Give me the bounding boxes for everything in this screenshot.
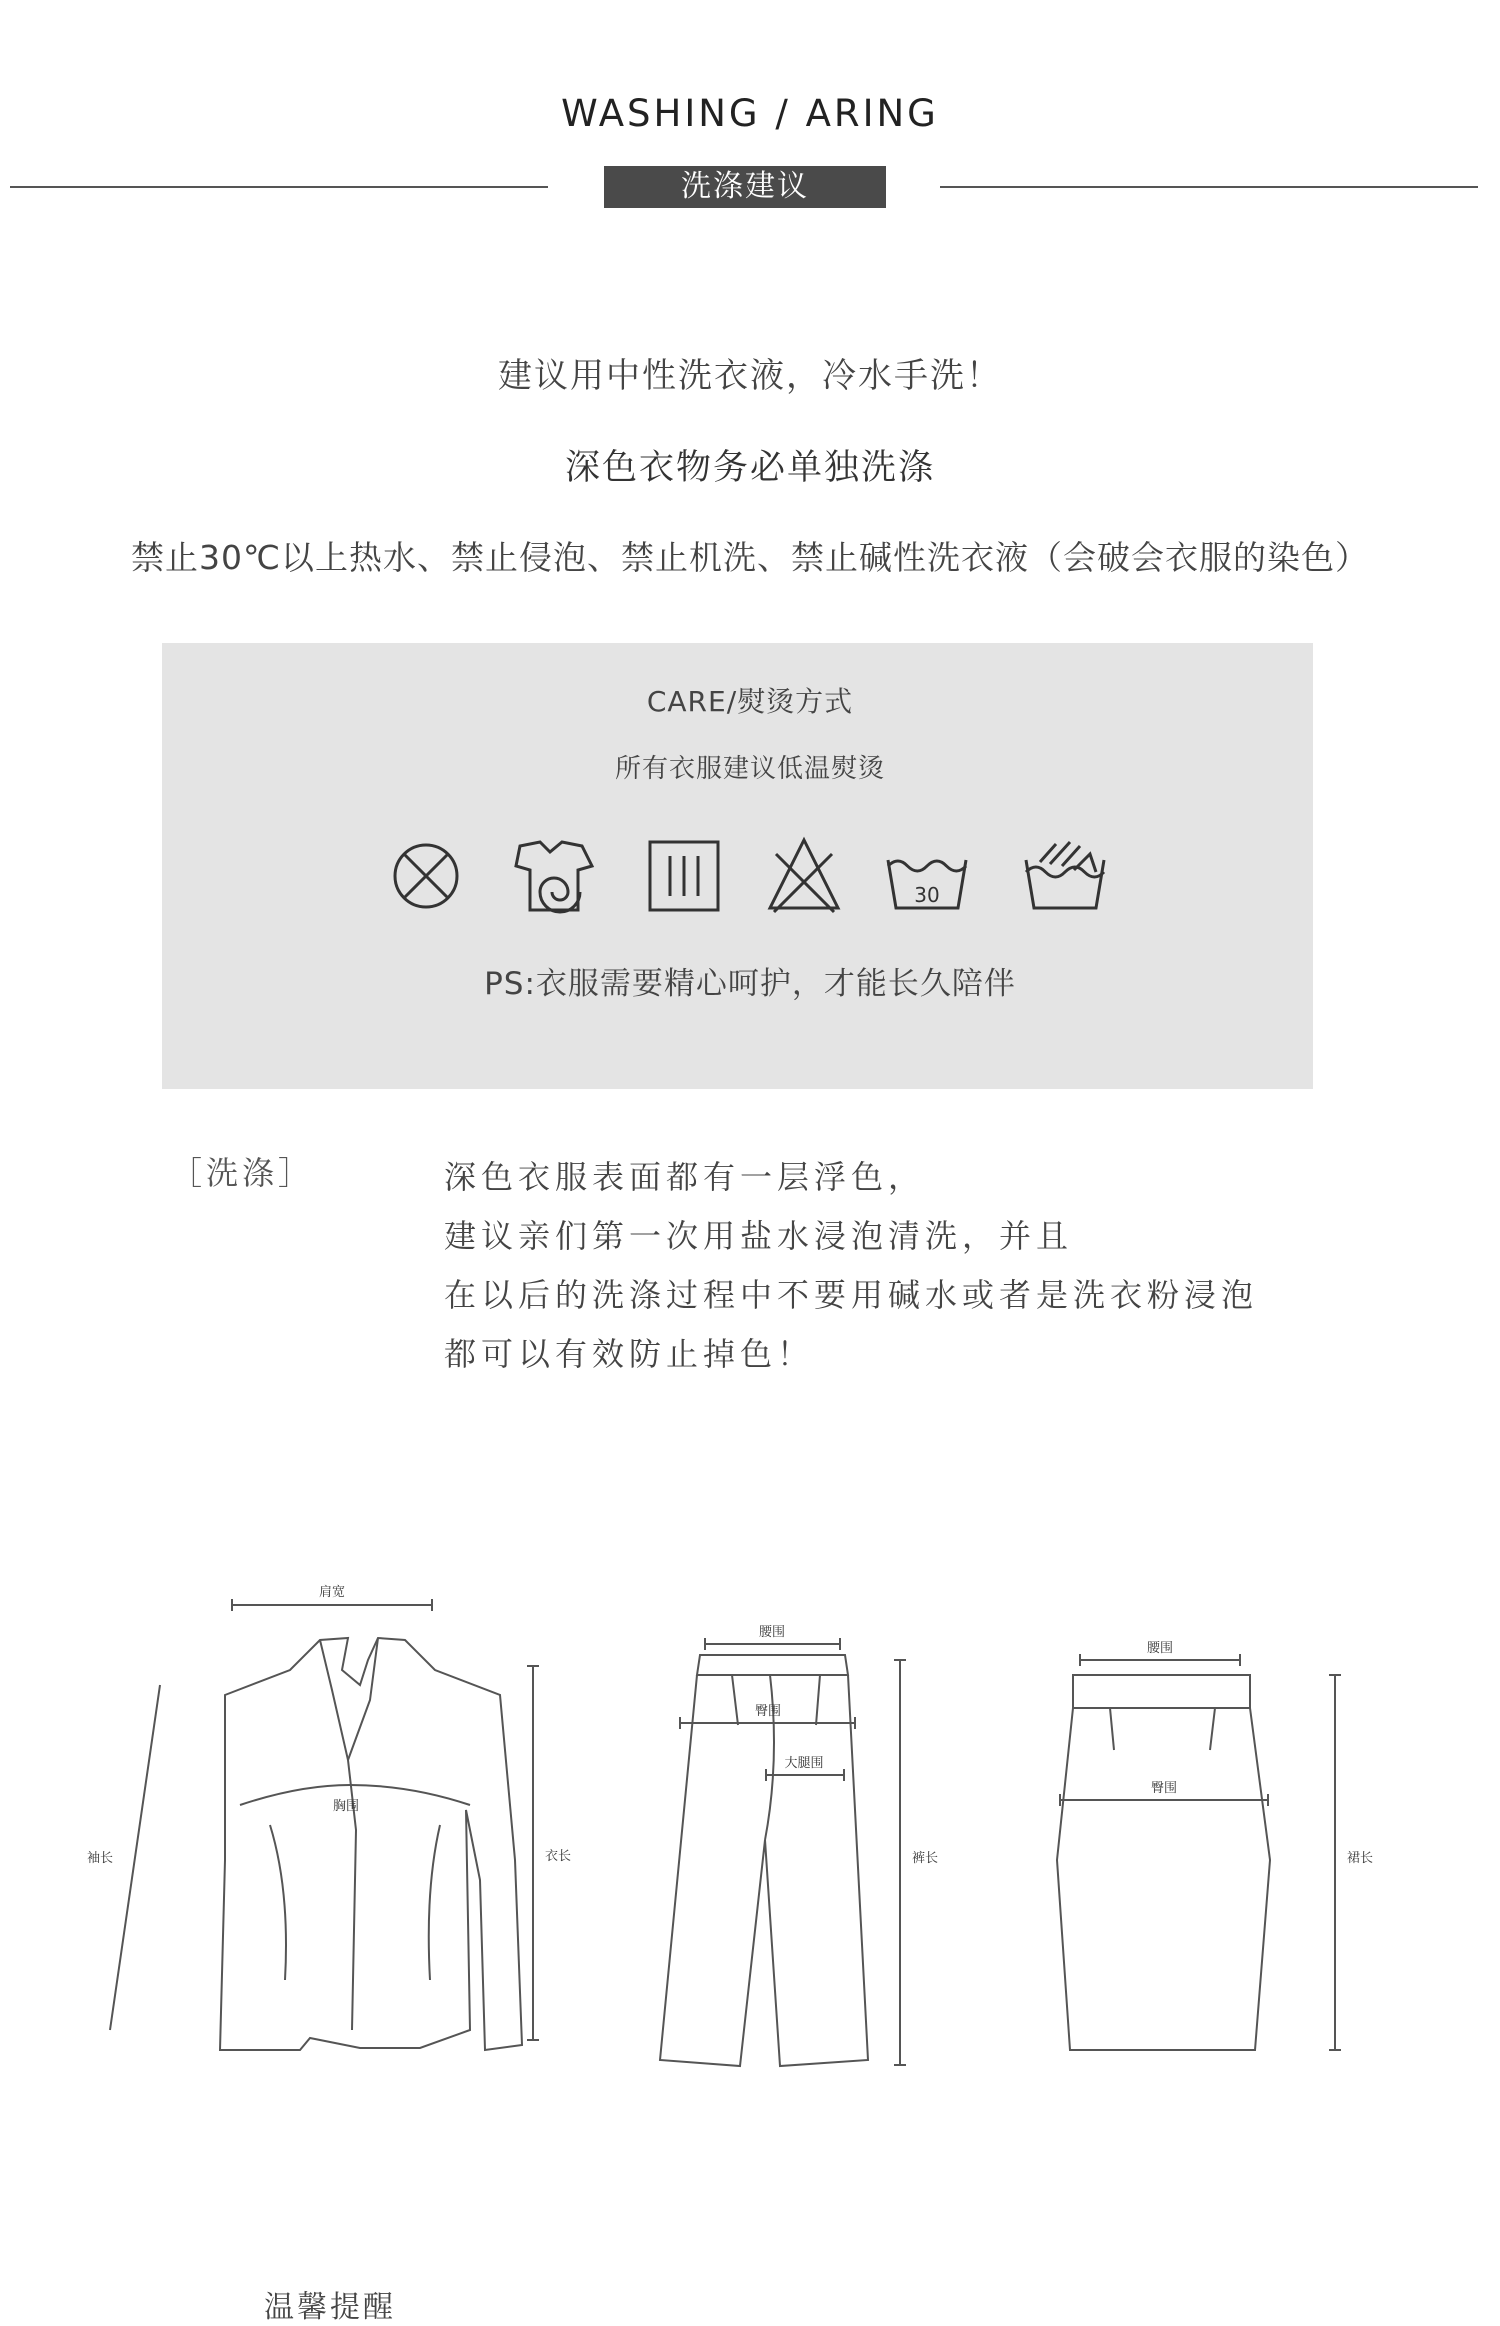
advice-line-3: 禁止30℃以上热水、禁止侵泡、禁止机洗、禁止碱性洗衣液（会破会衣服的染色）	[130, 538, 1370, 577]
pants-hip-label: 臀围	[754, 1704, 782, 1719]
section-badge: 洗涤建议	[604, 166, 886, 208]
skirt-hip-label: 臀围	[1150, 1781, 1178, 1796]
section-title-en: WASHING / ARING	[561, 92, 939, 135]
jacket-chest-label: 胸围	[332, 1799, 360, 1814]
pants-thigh-label: 大腿围	[784, 1756, 824, 1771]
advice-line-2: 深色衣物务必单独洗涤	[564, 448, 935, 488]
no-bleach-icon	[770, 840, 838, 912]
divider-left	[10, 186, 548, 188]
advice-line-1: 建议用中性洗衣液，冷水手洗！	[498, 356, 1002, 396]
jacket-diagram	[87, 1585, 571, 2050]
no-tumble-dry-icon	[395, 845, 457, 907]
measurement-diagrams	[86, 1560, 1380, 2080]
care-icons	[380, 832, 1120, 918]
skirt-length-label: 裙长	[1346, 1851, 1374, 1866]
no-wring-icon	[516, 842, 592, 912]
pants-length-label: 裤长	[911, 1851, 939, 1866]
washing-text	[444, 1148, 1258, 1384]
footer-heading: 温馨提醒	[264, 2290, 396, 2325]
care-subtitle: 所有衣服建议低温熨烫	[614, 754, 885, 784]
washing-line: 深色衣服表面都有一层浮色，	[444, 1158, 926, 1196]
jacket-sleeve-label: 袖长	[86, 1851, 114, 1866]
skirt-waist-label: 腰围	[1146, 1641, 1174, 1656]
line-dry-icon	[650, 842, 718, 910]
care-ps-note: PS:衣服需要精心呵护，才能长久陪伴	[484, 966, 1016, 1002]
divider-right	[940, 186, 1478, 188]
jacket-length-label: 衣长	[544, 1849, 572, 1864]
washing-label: ［洗涤］	[170, 1154, 315, 1192]
hand-wash-icon	[1026, 842, 1104, 908]
washing-line: 在以后的洗涤过程中不要用碱水或者是洗衣粉浸泡	[444, 1276, 1259, 1314]
care-title: CARE/熨烫方式	[646, 685, 854, 718]
washing-line: 都可以有效防止掉色！	[444, 1335, 815, 1373]
washing-line: 建议亲们第一次用盐水浸泡清洗，并且	[444, 1217, 1074, 1255]
skirt-diagram	[1057, 1641, 1373, 2050]
jacket-shoulder-label: 肩宽	[318, 1585, 346, 1600]
pants-diagram	[660, 1625, 938, 2066]
svg-text:30: 30	[914, 883, 940, 907]
wash-30-icon	[888, 860, 966, 908]
pants-waist-label: 腰围	[758, 1625, 786, 1640]
